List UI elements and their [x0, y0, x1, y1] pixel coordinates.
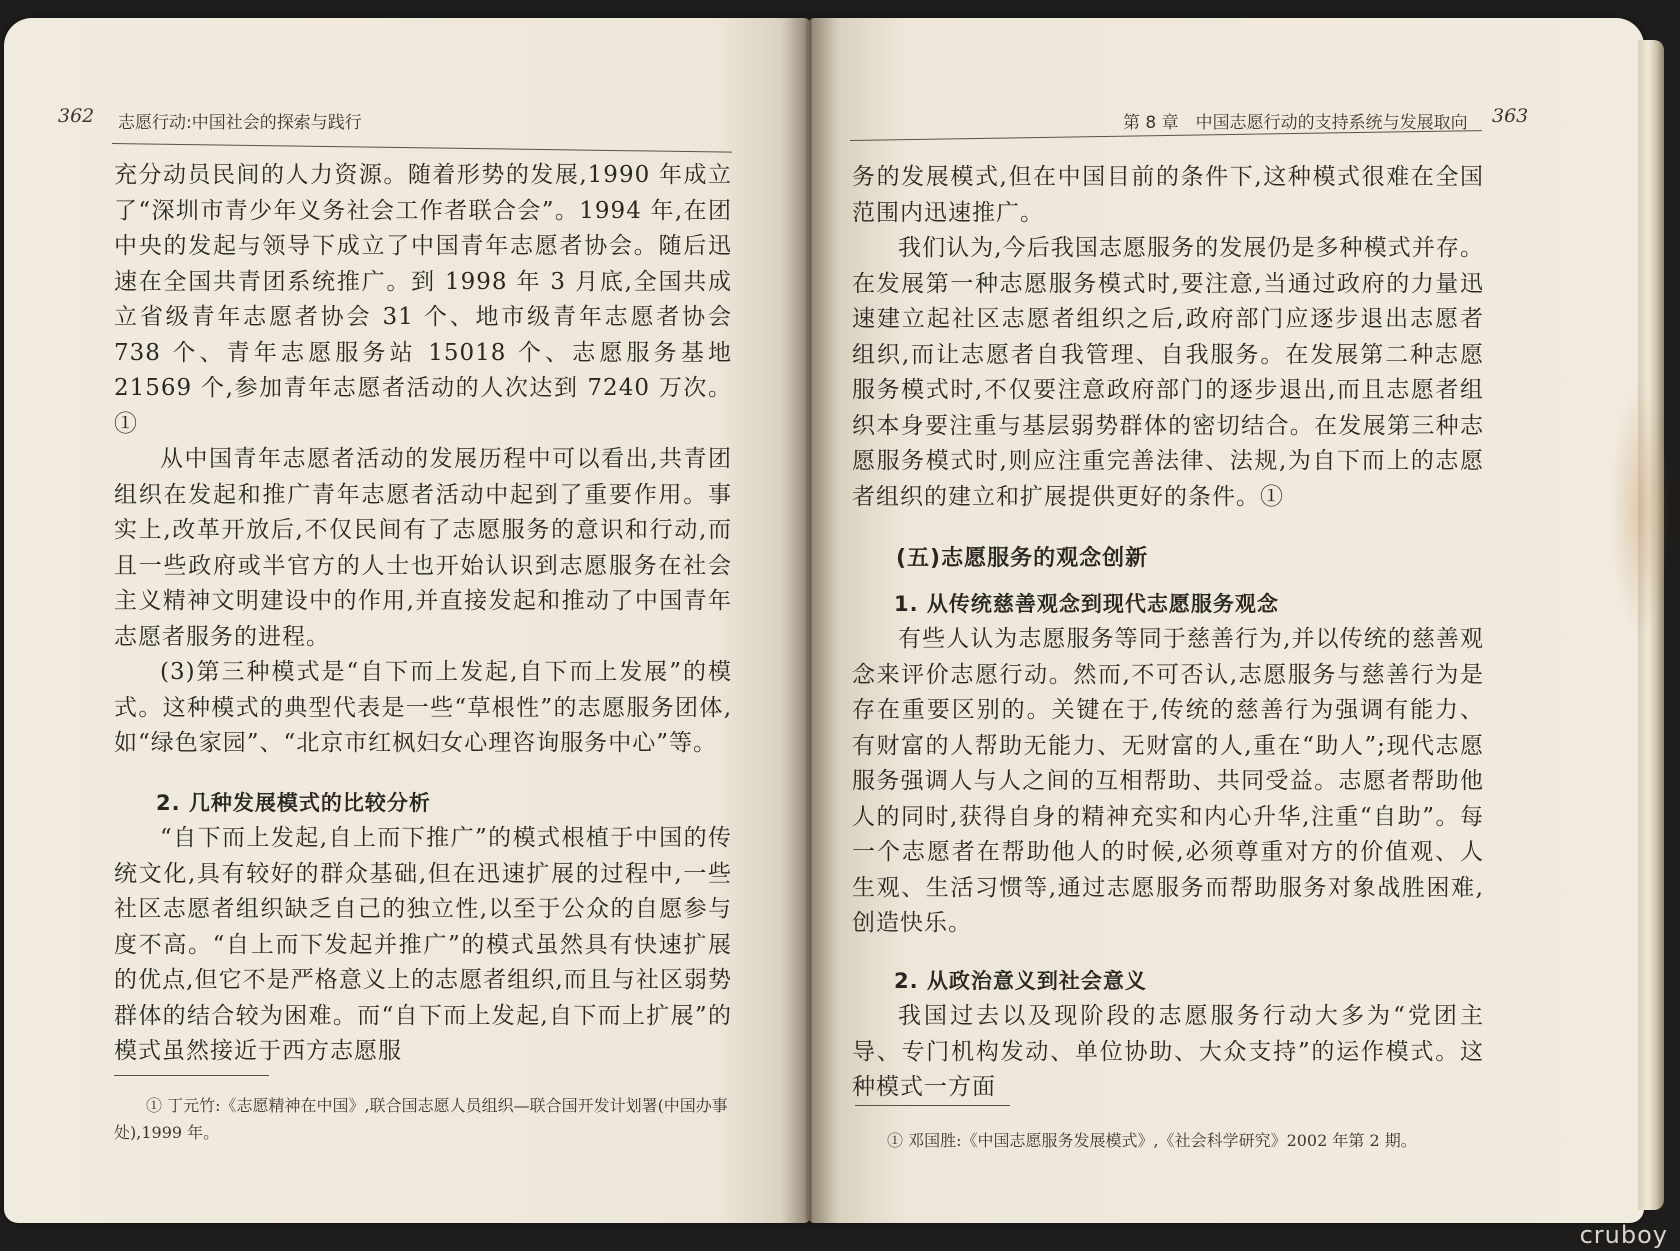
right-footnote [855, 1127, 1485, 1154]
left-paragraph-1: 充分动员民间的人力资源。随着形势的发展,1990 年成立了“深圳市青少年义务社会工作者联合会”。1994 年,在团中央的发起与领导下成立了中国青年志愿者协会。随后迅速在全国共青团系统推广。到 1998 年 3 月底,全国共成立省级青年志愿者协会 31 个、地市级青年志愿者协会 738 个、青年志愿服务站 15018 个、志愿服务基地 21569 个,参加青年志愿者活动的人次达到 7240 万次。① [114, 162, 732, 437]
left-paragraph-2: 从中国青年志愿者活动的发展历程中可以看出,共青团组织在发起和推广青年志愿者活动中起到了重要作用。事实上,改革开放后,不仅民间有了志愿服务的意识和行动,而且一些政府或半官方的人士也开始认识到志愿服务在社会主义精神文明建设中的作用,并直接发起和推动了中国青年志愿者服务的进程。 [114, 446, 732, 650]
right-continuation: 务的发展模式,但在中国目前的条件下,这种模式很难在全国范围内迅速推广。 [852, 164, 1484, 226]
left-paragraph-3: (3)第三种模式是“自下而上发起,自下而上发展”的模式。这种模式的典型代表是一些“草根性”的志愿服务团体,如“绿色家园”、“北京市红枫妇女心理咨询服务中心”等。 [114, 659, 732, 756]
right-running-head: 第 8 章 中国志愿行动的支持系统与发展取向 [1123, 113, 1468, 133]
paper-stain [1610, 380, 1670, 640]
left-page-number: 362 [58, 105, 95, 127]
right-body [852, 160, 1484, 1106]
right-paragraph-3: 我国过去以及现阶段的志愿服务行动大多为“党团主导、专门机构发动、单位协助、大众支持”的运作模式。这种模式一方面 [852, 1003, 1484, 1100]
left-paragraph-4: “自下而上发起,自上而下推广”的模式根植于中国的传统文化,具有较好的群众基础,但在迅速扩展的过程中,一些社区志愿者组织缺乏自己的独立性,以至于公众的自愿参与度不高。“自上而下发起并推广”的模式虽然具有快速扩展的优点,但它不是严格意义上的志愿者组织,而且与社区弱势群体的结合较为困难。而“自下而上发起,自下而上扩展”的模式虽然接近于西方志愿服 [114, 825, 732, 1064]
watermark: cruboy [1579, 1221, 1668, 1249]
left-footnote [114, 1092, 732, 1146]
right-page-number: 363 [1492, 105, 1529, 127]
right-subheading-2: 2. 从政治意义到社会意义 [894, 968, 1147, 993]
right-paragraph-2: 有些人认为志愿服务等同于慈善行为,并以传统的慈善观念来评价志愿行动。然而,不可否认,志愿服务与慈善行为是存在重要区别的。关键在于,传统的慈善行为强调有能力、有财富的人帮助无能力、无财富的人,重在“助人”;现代志愿服务强调人与人之间的互相帮助、共同受益。志愿者帮助他人的同时,获得自身的精神充实和内心升华,注重“自助”。每一个志愿者在帮助他人的时候,必须尊重对方的价值观、人生观、生活习惯等,通过志愿服务而帮助服务对象战胜困难,创造快乐。 [852, 626, 1484, 936]
left-body [114, 158, 732, 1070]
left-footnote-text: ① 丁元竹:《志愿精神在中国》,联合国志愿人员组织—联合国开发计划署(中国办事处),1999 年。 [114, 1096, 728, 1142]
right-footnote-text: ① 邓国胜:《中国志愿服务发展模式》,《社会科学研究》2002 年第 2 期。 [887, 1131, 1417, 1150]
left-footnote-rule [114, 1075, 269, 1076]
right-paragraph-1: 我们认为,今后我国志愿服务的发展仍是多种模式并存。在发展第一种志愿服务模式时,要注意,当通过政府的力量迅速建立起社区志愿者组织之后,政府部门应逐步退出志愿者组织,而让志愿者自我管理、自我服务。在发展第二种志愿服务模式时,不仅要注意政府部门的逐步退出,而且志愿者组织本身要注重与基层弱势群体的密切结合。在发展第三种志愿服务模式时,则应注重完善法律、法规,为自下而上的志愿者组织的建立和扩展提供更好的条件。① [852, 235, 1484, 510]
left-heading: 2. 几种发展模式的比较分析 [156, 790, 431, 815]
book-gutter [780, 18, 840, 1223]
left-running-head: 志愿行动:中国社会的探索与践行 [118, 113, 362, 133]
right-section-heading: (五)志愿服务的观念创新 [896, 546, 1149, 571]
right-footnote-rule [855, 1105, 1010, 1106]
right-subheading-1: 1. 从传统慈善观念到现代志愿服务观念 [894, 591, 1279, 616]
